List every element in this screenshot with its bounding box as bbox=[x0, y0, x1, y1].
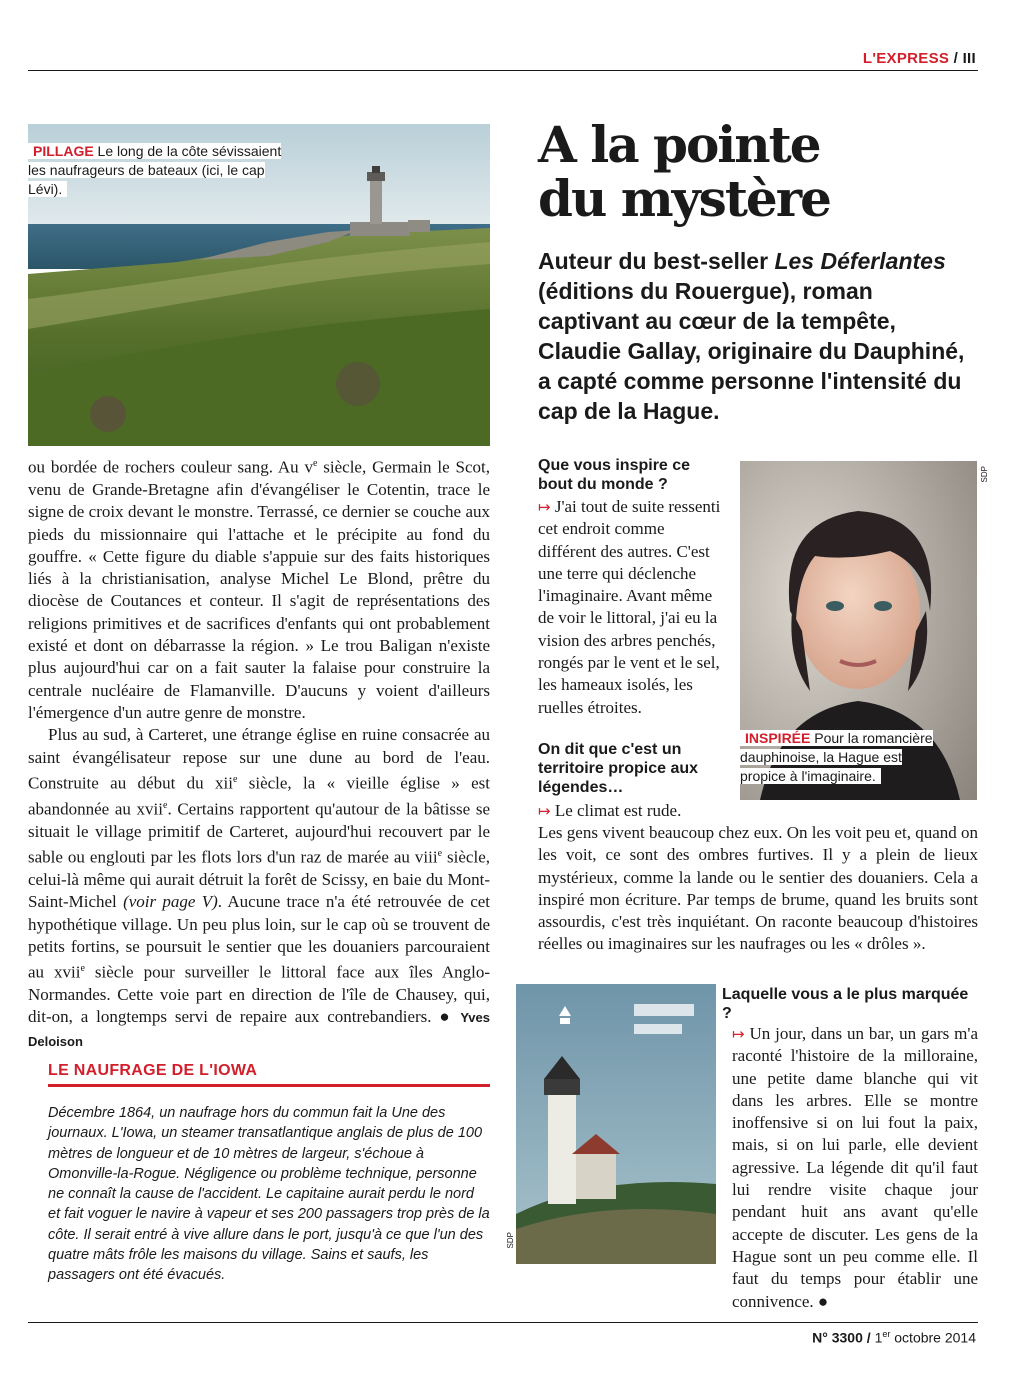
header-rule bbox=[28, 70, 978, 71]
question-3: Laquelle vous a le plus marquée ? bbox=[722, 986, 969, 1022]
book-cover bbox=[516, 984, 716, 1264]
photo-caption bbox=[28, 142, 298, 199]
answer-2: Les gens vivent beaucoup chez eux. On les voit peu et, quand on les voit, ce sont des ombres furtives. Il y a plein de lieux mystérieux, comme la lande ou le sentier des douaniers. Cela a inspiré mon écriture. Par temps de brume, quand les bruits sont assourdis, c'est très inquiétant. On raconte beaucoup d'histoires réelles ou imaginaires sur les naufrages ou les « drôles ». bbox=[538, 823, 978, 954]
portrait-credit: SDP bbox=[980, 466, 989, 483]
standfirst-part-1: Auteur du best-seller bbox=[538, 248, 775, 274]
answer-3: ↦ Un jour, dans un bar, un gars m'a raconté l'histoire de la milloraine, une petite dame blanche qui vit dans les arbres. Elle se montre inoffensive si on lui fout la paix, mais, si on lui parle, elle devient agressive. La légende dit qu'il faut lui rendre visite chaque jour pendant huit ans avant qu'elle accepte de discuter. Les gens de la Hague sont un peu comme elle. Il faut du temps pour établir une connivence. ● bbox=[732, 1024, 978, 1311]
caption-tag: INSPIRÉE bbox=[745, 730, 811, 746]
issue-number: N° 3300 bbox=[812, 1329, 863, 1346]
question-2: On dit que c'est un territoire propice aux légendes… bbox=[538, 741, 699, 796]
caption-tag: PILLAGE bbox=[33, 143, 94, 159]
article-paragraph: Plus au sud, à Carteret, une étrange église en ruine consacrée au saint évangélisateur repose sur une dune au bord de l'eau. Construite au début du xii$^e$ siècle, la « vieille église » est abandonnée au xvii$^e$. Certains rapportent qu'autour de la bâtisse se situait le village primitif de Carteret, aujourd'hui recouvert par le sable ou englouti par les flots lors d'un raz de marée au viii$^e$ siècle, celui-là même qui aurait détruit la forêt de Scissy, en baie du Mont-Saint-Michel (voir page V). Aucune trace n'a été retrouvée de cet hypothétique village. Un peu plus loin, sur le cap où se trouvent de petits fortins, se poursuit le sentier que les douaniers parcouraient au xvii$^e$ siècle pour surveiller le littoral face aux îles Anglo-Normandes. Cette voie part en direction de l'île de Chausey, qui, dit-on, a longtemps servi de repaire aux contrebandiers. ● Yves Deloison bbox=[28, 725, 491, 1049]
sidebar-title: LE NAUFRAGE DE L'IOWA bbox=[48, 1062, 490, 1087]
answer-1: ↦ J'ai tout de suite ressenti cet endroit comme différent des autres. C'est une terre qui déclenche l'imaginaire. Avant même de voir le littoral, j'ai eu la vision des arbres penchés, rongés par le vent et le sel, les hameaux isolés, les ruelles étroites. bbox=[538, 497, 721, 717]
answer-arrow-icon: ↦ bbox=[538, 802, 551, 820]
end-mark: ● bbox=[431, 1007, 454, 1027]
footer-separator: / bbox=[862, 1329, 875, 1346]
masthead-separator: / bbox=[949, 50, 963, 67]
end-mark: ● bbox=[813, 1291, 829, 1311]
sidebar-text: Décembre 1864, un naufrage hors du commun fait la Une des journaux. L'Iowa, un steamer transatlantique anglais de plus de 100 mètres de longueur et de 10 mètres de largeur, s'échoue à Omonville-la-Rogue. Négligence ou problème technique, personne ne connaît la cause de l'accident. Le capitaine aurait perdu le nord et fait voguer le navire à vapeur et ses 200 passagers trop près de la côte. Il serait entré à vive allure dans le port, jusqu'à ce que l'un des quatre mâts frôle les maisons du village. Sains et saufs, les passagers ont été évacués. bbox=[48, 1105, 490, 1284]
caption-text: Pour la romancière dauphinoise, la Hague est propice à l'imaginaire. bbox=[740, 730, 933, 784]
headline bbox=[538, 115, 978, 228]
issue-day-suffix: er bbox=[882, 1329, 891, 1339]
iowa-sidebar bbox=[48, 1062, 490, 1286]
issue-day: 1 bbox=[874, 1329, 883, 1346]
article-author: Yves Deloison bbox=[28, 1010, 490, 1049]
answer-arrow-icon: ↦ bbox=[538, 498, 551, 516]
portrait-caption bbox=[740, 729, 940, 786]
standfirst bbox=[538, 246, 978, 426]
answer-2-lead: ↦ Le climat est rude. bbox=[538, 801, 682, 820]
question-1: Que vous inspire ce bout du monde ? bbox=[538, 457, 691, 493]
book-credit: SDP bbox=[506, 1232, 515, 1249]
standfirst-book-title: Les Déferlantes bbox=[774, 248, 946, 274]
footer-rule bbox=[28, 1322, 978, 1323]
article-paragraph: ou bordée de rochers couleur sang. Au $v^e$ siècle, Germain le Scot, venu de Grande-Bretagne afin d'évangéliser le Cotentin, trace le signe de croix devant le monstre. Terrassé, ce dernier se couche aux pieds du missionnaire qui l'attache et le précipite au fond du gouffre. « Cette figure du diable s'appuie sur des faits historiques liés à la christianisation, analyse Michel Le Blond, prêtre du diocèse de Coutances et conteur. Il s'agit de représentations des religions primitives et de sacrifices d'enfants qui ont probablement existé et dont on débarrasse la région. » Le trou Baligan n'existe plus aujourd'hui car on a fait sauter la falaise pour construire la centrale nucléaire de Flamanville. D'aucuns y voient d'ailleurs l'émergence d'un autre genre de monstre. bbox=[28, 457, 490, 722]
article-body bbox=[28, 453, 490, 1053]
headline-line-1: A la pointe bbox=[538, 115, 820, 174]
issue-footer bbox=[812, 1329, 976, 1346]
masthead bbox=[863, 50, 976, 67]
issue-date: octobre 2014 bbox=[890, 1329, 976, 1346]
brand-name: L'EXPRESS bbox=[862, 50, 950, 67]
headline-line-2: du mystère bbox=[538, 169, 830, 228]
answer-arrow-icon: ↦ bbox=[732, 1025, 745, 1043]
standfirst-part-2: (éditions du Rouergue), roman captivant au cœur de la tempête, Claudie Gallay, originaire du Dauphiné, a capté comme personne l'intensité du cap de la Hague. bbox=[538, 278, 965, 424]
caption-text: Le long de la côte sévissaient les naufrageurs de bateaux (ici, le cap Lévi). bbox=[28, 143, 282, 197]
page-number: III bbox=[962, 50, 976, 67]
